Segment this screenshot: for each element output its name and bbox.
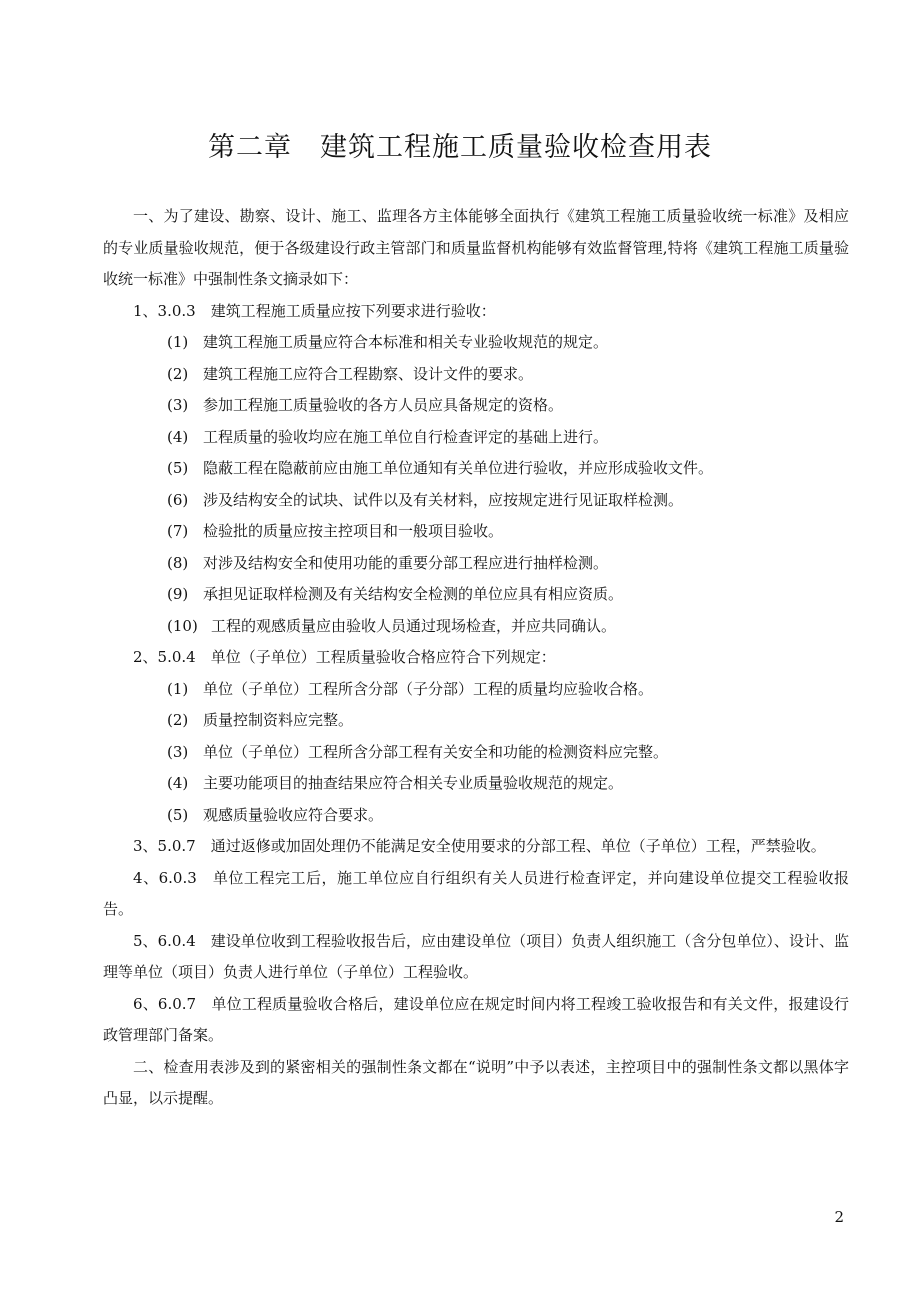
item-number: (6) [167,490,189,509]
item-number: (1) [167,333,189,351]
intro-paragraph: 一、为了建设、勘察、设计、施工、监理各方主体能够全面执行《建筑工程施工质量验收统一标准》及相应的专业质量验收规范，便于各级建设行政主管部门和质量监督机构能够有效监督管理,特将《建筑工程施工质量验收统一标准》中强制性条文摘录如下： [103,207,849,288]
list-item [103,327,849,359]
list-item [103,453,849,485]
item-text: 对涉及结构安全和使用功能的重要分部工程应进行抽样检测。 [203,553,609,572]
item-text: 质量控制资料应完整。 [203,711,354,729]
item-text: 工程的观感质量应由验收人员通过现场检查，并应共同确认。 [211,616,617,635]
item-number: (3) [167,742,189,761]
item-text: 涉及结构安全的试块、试件以及有关材料，应按规定进行见证取样检测。 [203,490,684,509]
list-item [103,548,849,580]
item-text: 单位（子单位）工程所含分部工程有关安全和功能的检测资料应完整。 [203,742,669,761]
item-text: 工程质量的验收均应在施工单位自行检查评定的基础上进行。 [203,427,609,446]
item-text: 隐蔽工程在隐蔽前应由施工单位通知有关单位进行验收，并应形成验收文件。 [203,459,714,477]
item-number: (3) [167,396,189,414]
list-item [103,359,849,391]
item-text: 检验批的质量应按主控项目和一般项目验收。 [203,522,504,540]
list-item [103,768,849,800]
body-content [103,201,849,1115]
item-number: (5) [167,459,189,477]
list-item [103,800,849,832]
item-number: (9) [167,585,189,603]
clause-4: 4、6.0.3 单位工程完工后，施工单位应自行组织有关人员进行检查评定，并向建设单位提交工程验收报告。 [103,868,849,918]
list-item [103,737,849,769]
clause-5: 5、6.0.4 建设单位收到工程验收报告后，应由建设单位（项目）负责人组织施工（含分包单位）、设计、监理等单位（项目）负责人进行单位（子单位）工程验收。 [103,931,849,981]
clause-2: 2、5.0.4 单位（子单位）工程质量验收合格应符合下列规定： [133,648,556,666]
list-item [103,611,849,643]
item-text: 建筑工程施工应符合工程勘察、设计文件的要求。 [203,364,534,383]
list-item [103,516,849,548]
page-number: 2 [834,1208,844,1226]
clause-6: 6、6.0.7 单位工程质量验收合格后，建设单位应在规定时间内将工程竣工验收报告和有关文件，报建设行政管理部门备案。 [103,994,849,1044]
item-number: (5) [167,805,189,824]
list-item [103,579,849,611]
item-number: (2) [167,364,189,383]
item-text: 单位（子单位）工程所含分部（子分部）工程的质量均应验收合格。 [203,679,654,698]
clause-1: 1、3.0.3 建筑工程施工质量应按下列要求进行验收： [133,301,496,320]
list-item [103,674,849,706]
list-item [103,390,849,422]
list-item [103,422,849,454]
item-number: (4) [167,774,189,792]
item-text: 建筑工程施工质量应符合本标准和相关专业验收规范的规定。 [203,333,609,351]
item-text: 观感质量验收应符合要求。 [203,805,384,824]
clause-3: 3、5.0.7 通过返修或加固处理仍不能满足安全使用要求的分部工程、单位（子单位）工程，严禁验收。 [133,837,826,855]
item-text: 参加工程施工质量验收的各方人员应具备规定的资格。 [203,396,564,414]
item-text: 主要功能项目的抽查结果应符合相关专业质量验收规范的规定。 [203,774,624,792]
item-number: (2) [167,711,189,729]
chapter-title: 第二章 建筑工程施工质量验收检查用表 [208,132,712,163]
item-number: (8) [167,553,189,572]
item-number: (4) [167,427,189,446]
item-number: (7) [167,522,189,540]
item-number: (1) [167,679,189,698]
section-2-paragraph: 二、检查用表涉及到的紧密相关的强制性条文都在“说明”中予以表述，主控项目中的强制性条文都以黑体字凸显，以示提醒。 [103,1057,849,1107]
item-number: (10) [167,616,198,635]
list-item [103,705,849,737]
item-text: 承担见证取样检测及有关结构安全检测的单位应具有相应资质。 [203,585,624,603]
list-item [103,485,849,517]
